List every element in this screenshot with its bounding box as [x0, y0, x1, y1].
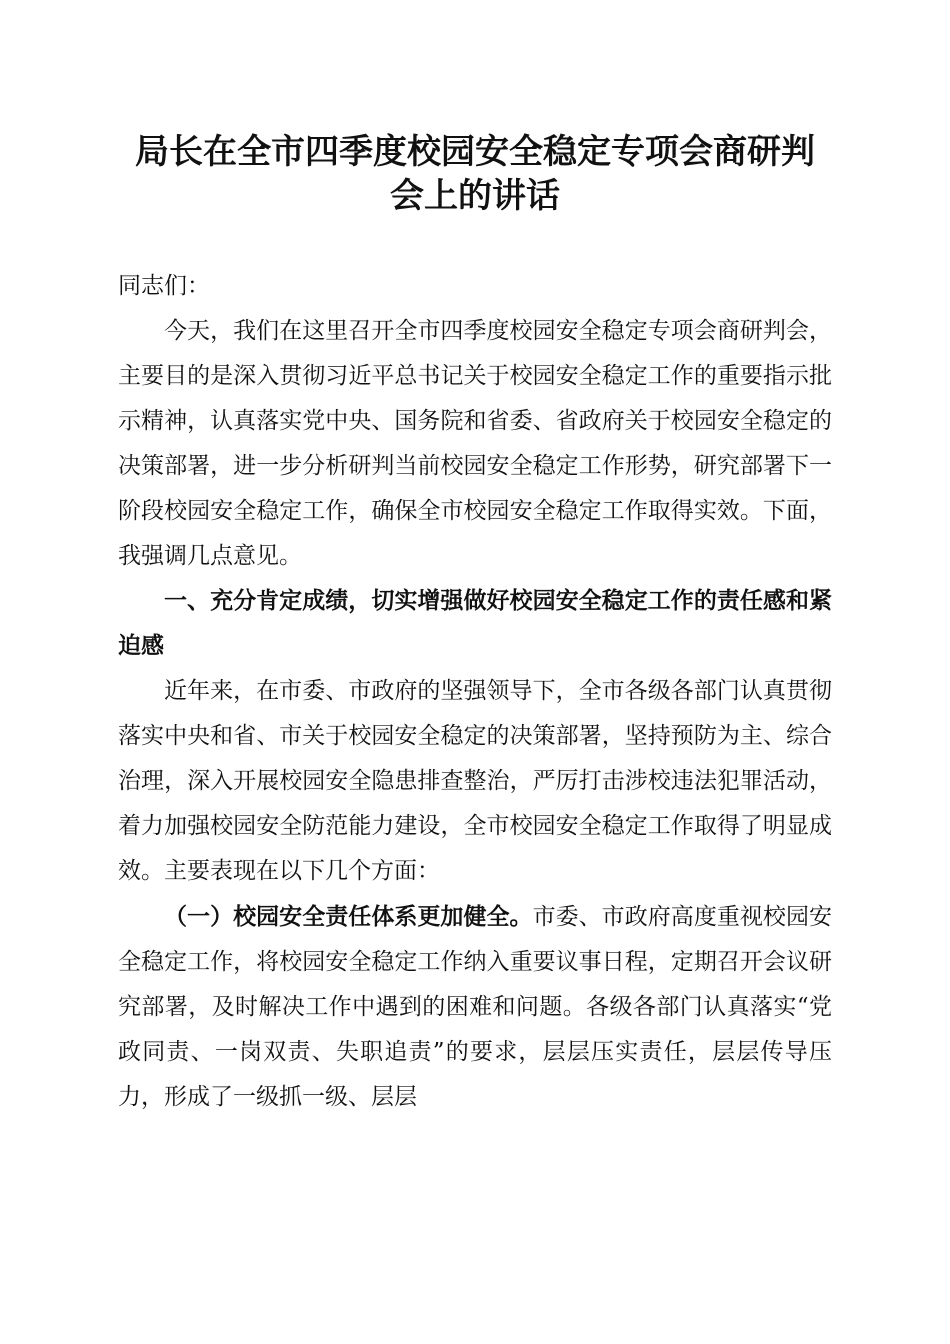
intro-paragraph: 今天，我们在这里召开全市四季度校园安全稳定专项会商研判会，主要目的是深入贯彻习近平总书记关于校园安全稳定工作的重要指示批示精神，认真落实党中央、国务院和省委、省政府关于校园安全稳定的决策部署，进一步分析研判当前校园安全稳定工作形势，研究部署下一阶段校园安全稳定工作，确保全市校园安全稳定工作取得实效。下面，我强调几点意见。: [118, 318, 832, 569]
subsection-1-body: 市委、市政府高度重视校园安全稳定工作，将校园安全稳定工作纳入重要议事日程，定期召开会议研究部署，及时解决工作中遇到的困难和问题。各级各部门认真落实“党政同责、一岗双责、失职追责”的要求，层层压实责任，层层传导压力，形成了一级抓一级、层层: [118, 904, 833, 1110]
document-title: [118, 130, 832, 218]
greeting: 同志们：: [118, 273, 210, 299]
title-line-2: 会上的讲话: [390, 176, 560, 216]
section-1-paragraph: 近年来，在市委、市政府的坚强领导下，全市各级各部门认真贯彻落实中央和省、市关于校园安全稳定的决策部署，坚持预防为主、综合治理，深入开展校园安全隐患排查整治，严厉打击涉校违法犯罪活动，着力加强校园安全防范能力建设，全市校园安全稳定工作取得了明显成效。主要表现在以下几个方面：: [118, 678, 832, 884]
title-line-1: 局长在全市四季度校园安全稳定专项会商研判: [135, 132, 815, 172]
section-1-heading: 一、充分肯定成绩，切实增强做好校园安全稳定工作的责任感和紧迫感: [118, 588, 832, 659]
subsection-1-lead: （一）校园安全责任体系更加健全。: [164, 903, 533, 930]
subsection-1-paragraph: [118, 894, 832, 1120]
document-body: [118, 264, 832, 1120]
